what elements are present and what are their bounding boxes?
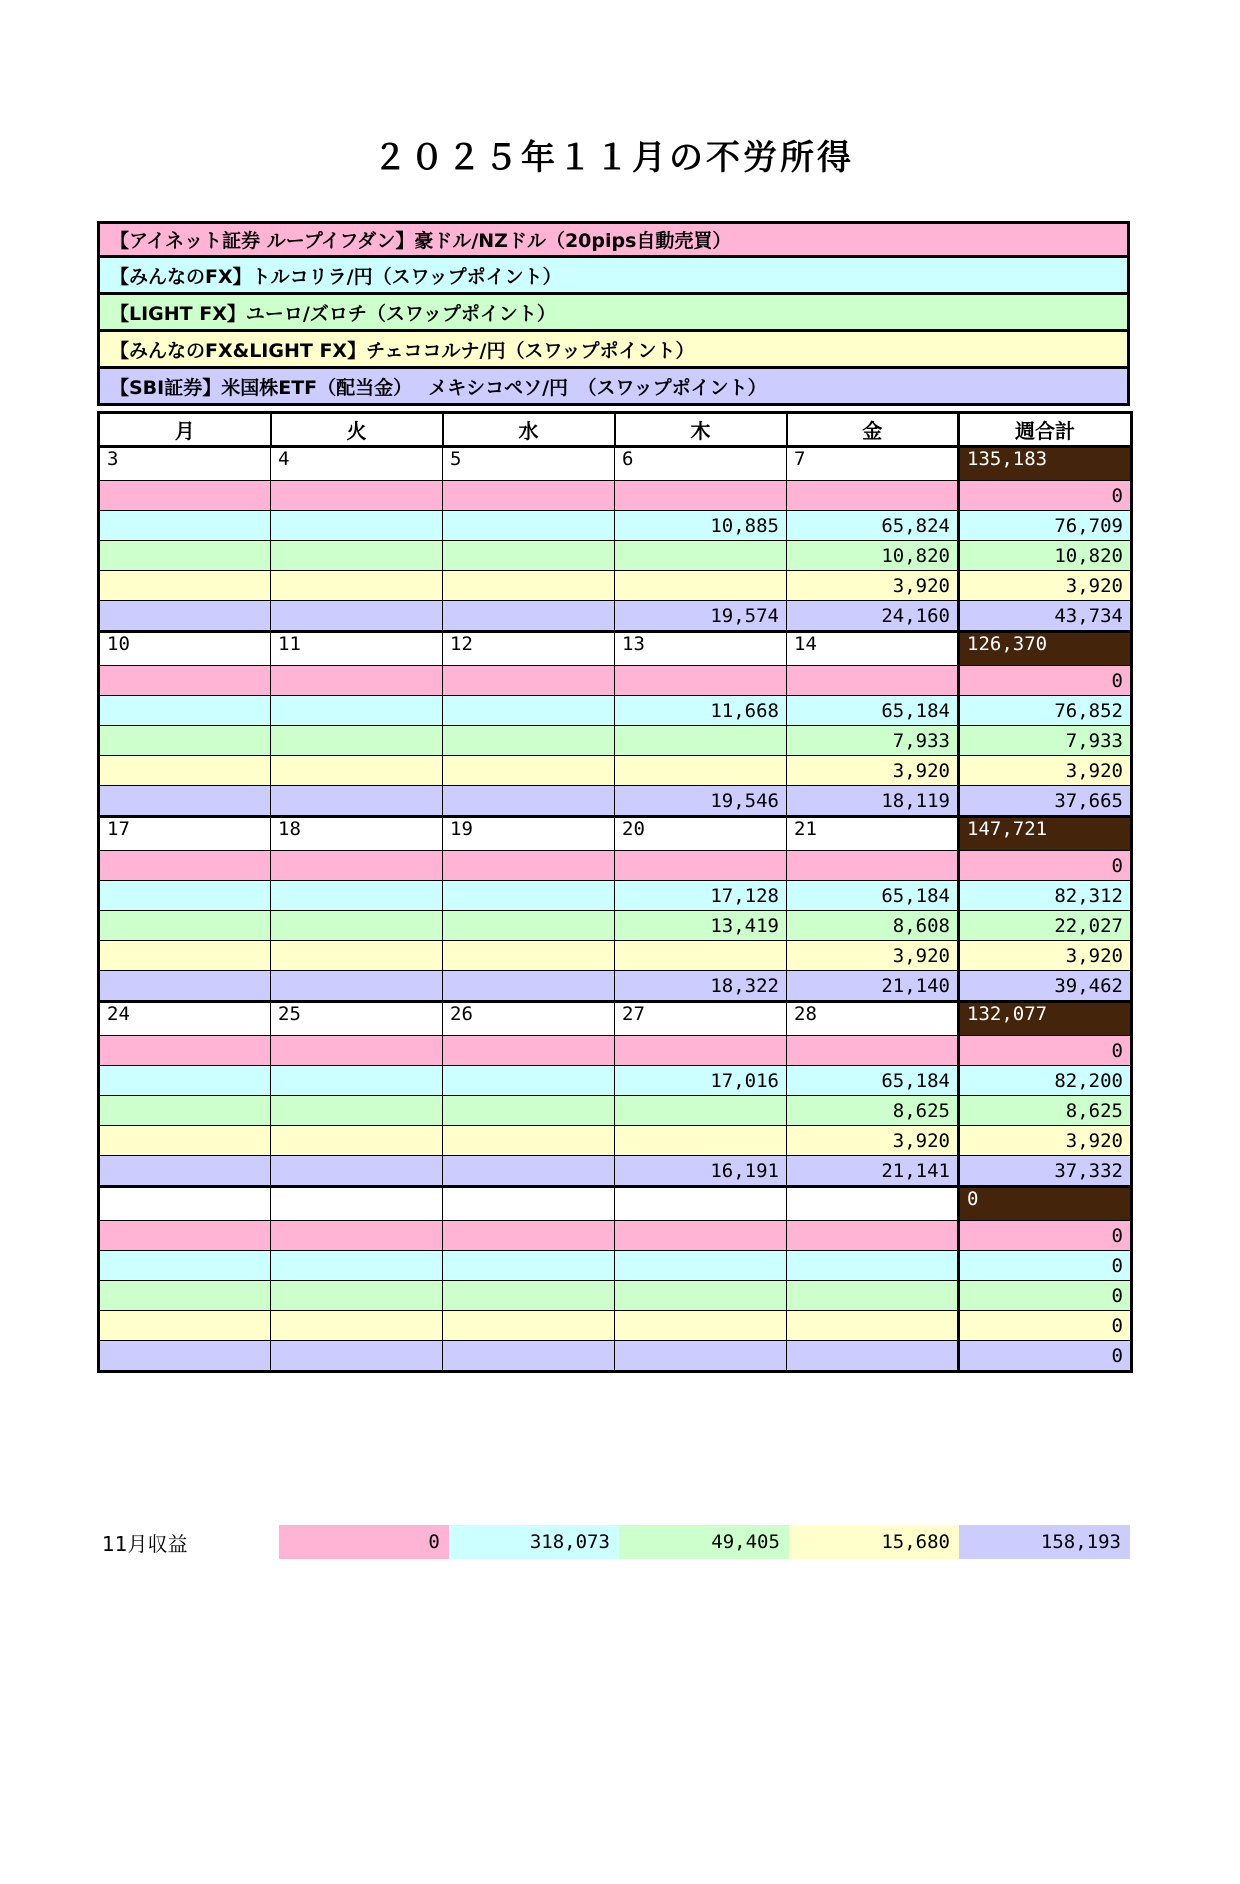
value-cell (443, 756, 615, 786)
value-cell: 19,574 (615, 601, 787, 632)
value-cell (615, 851, 787, 881)
value-cell (99, 481, 271, 511)
series-row-fx-czk-jpy (99, 756, 1132, 786)
value-cell: 18,322 (615, 971, 787, 1002)
row-total-cell: 8,625 (959, 1096, 1132, 1126)
value-cell (99, 911, 271, 941)
value-cell (615, 941, 787, 971)
day-cell: 19 (443, 817, 615, 851)
day-cell: 10 (99, 632, 271, 666)
series-row-fx-czk-jpy (99, 1126, 1132, 1156)
value-cell (443, 1221, 615, 1251)
value-cell (271, 1251, 443, 1281)
series-row-ainet-loop-ifudan (99, 1221, 1132, 1251)
series-row-light-fx-eur-pln (99, 911, 1132, 941)
week-total-cell: 0 (959, 1187, 1132, 1221)
value-cell (271, 756, 443, 786)
value-cell: 3,920 (787, 941, 959, 971)
legend-label: 【アイネット証券 ループイフダン】豪ドル/NZドル（20pips自動売買） (110, 230, 732, 252)
day-cell: 17 (99, 817, 271, 851)
value-cell: 16,191 (615, 1156, 787, 1187)
value-cell (443, 571, 615, 601)
value-cell (271, 1126, 443, 1156)
day-cell: 28 (787, 1002, 959, 1036)
value-cell: 10,820 (787, 541, 959, 571)
legend-row-ainet-loop-ifudan (97, 221, 1130, 258)
row-total-cell: 0 (959, 1251, 1132, 1281)
series-row-ainet-loop-ifudan (99, 666, 1132, 696)
row-total-cell: 22,027 (959, 911, 1132, 941)
series-row-ainet-loop-ifudan (99, 1036, 1132, 1066)
row-total-cell: 76,709 (959, 511, 1132, 541)
page-title: ２０２５年１１月の不労所得 (373, 138, 854, 178)
value-cell (443, 851, 615, 881)
day-cell: 14 (787, 632, 959, 666)
value-cell (271, 941, 443, 971)
row-total-cell: 10,820 (959, 541, 1132, 571)
value-cell (99, 1156, 271, 1187)
series-row-light-fx-eur-pln (99, 541, 1132, 571)
value-cell (99, 851, 271, 881)
week-1-day-row (99, 447, 1132, 481)
series-row-ainet-loop-ifudan (99, 851, 1132, 881)
value-cell (271, 601, 443, 632)
week-total-cell: 135,183 (959, 447, 1132, 481)
value-cell: 21,141 (787, 1156, 959, 1187)
value-cell (787, 851, 959, 881)
row-total-cell: 0 (959, 1341, 1132, 1372)
legend-label: 【SBI証券】米国株ETF（配当金） メキシコペソ/円 （スワップポイント） (110, 376, 767, 399)
value-cell (615, 571, 787, 601)
series-row-light-fx-eur-pln (99, 1281, 1132, 1311)
value-cell (99, 571, 271, 601)
day-header: 金 (787, 413, 959, 447)
value-cell (271, 1066, 443, 1096)
value-cell: 21,140 (787, 971, 959, 1002)
week-total-cell: 132,077 (959, 1002, 1132, 1036)
value-cell (787, 1341, 959, 1372)
value-cell: 65,184 (787, 1066, 959, 1096)
value-cell (271, 481, 443, 511)
value-cell (615, 1096, 787, 1126)
value-cell (99, 696, 271, 726)
value-cell (99, 1096, 271, 1126)
day-header: 水 (443, 413, 615, 447)
value-cell (99, 726, 271, 756)
value-cell: 24,160 (787, 601, 959, 632)
value-cell (443, 1066, 615, 1096)
value-cell (787, 666, 959, 696)
income-calendar-table (97, 411, 1133, 1373)
value-cell (271, 881, 443, 911)
day-cell: 21 (787, 817, 959, 851)
row-total-cell: 0 (959, 1311, 1132, 1341)
value-cell (271, 1096, 443, 1126)
series-row-sbi-etf-mxn-jpy (99, 601, 1132, 632)
day-cell: 4 (271, 447, 443, 481)
value-cell (271, 786, 443, 817)
series-row-sbi-etf-mxn-jpy (99, 1156, 1132, 1187)
value-cell (271, 511, 443, 541)
summary-cell-purple: 158,193 (959, 1525, 1130, 1559)
value-cell (443, 941, 615, 971)
value-cell (787, 1311, 959, 1341)
value-cell (99, 1126, 271, 1156)
value-cell (271, 571, 443, 601)
series-row-minna-fx-try-jpy (99, 1251, 1132, 1281)
value-cell (615, 1281, 787, 1311)
day-cell: 5 (443, 447, 615, 481)
day-cell: 11 (271, 632, 443, 666)
value-cell (443, 1036, 615, 1066)
row-total-cell: 0 (959, 666, 1132, 696)
value-cell (99, 971, 271, 1002)
report-body (97, 221, 1130, 1559)
value-cell (99, 756, 271, 786)
day-cell: 13 (615, 632, 787, 666)
value-cell (443, 1096, 615, 1126)
series-row-light-fx-eur-pln (99, 726, 1132, 756)
value-cell (443, 1126, 615, 1156)
value-cell (99, 511, 271, 541)
value-cell (787, 481, 959, 511)
summary-cell-yellow: 15,680 (789, 1525, 959, 1559)
value-cell (271, 696, 443, 726)
value-cell (443, 481, 615, 511)
week-2-day-row (99, 632, 1132, 666)
row-total-cell: 0 (959, 851, 1132, 881)
week-total-header: 週合計 (959, 413, 1132, 447)
value-cell (271, 1036, 443, 1066)
value-cell (99, 601, 271, 632)
value-cell (615, 1311, 787, 1341)
value-cell: 8,625 (787, 1096, 959, 1126)
value-cell (615, 541, 787, 571)
value-cell (271, 1221, 443, 1251)
value-cell (99, 1281, 271, 1311)
series-row-fx-czk-jpy (99, 941, 1132, 971)
value-cell (443, 696, 615, 726)
series-row-light-fx-eur-pln (99, 1096, 1132, 1126)
row-total-cell: 0 (959, 1221, 1132, 1251)
value-cell (443, 1156, 615, 1187)
value-cell (443, 1251, 615, 1281)
series-row-minna-fx-try-jpy (99, 881, 1132, 911)
value-cell (787, 1221, 959, 1251)
week-total-cell: 126,370 (959, 632, 1132, 666)
series-row-minna-fx-try-jpy (99, 511, 1132, 541)
row-total-cell: 82,200 (959, 1066, 1132, 1096)
day-cell: 27 (615, 1002, 787, 1036)
value-cell: 18,119 (787, 786, 959, 817)
value-cell (443, 911, 615, 941)
day-cell (443, 1187, 615, 1221)
legend-block (97, 221, 1130, 406)
value-cell (99, 941, 271, 971)
value-cell (443, 1281, 615, 1311)
value-cell (443, 1311, 615, 1341)
value-cell: 65,184 (787, 696, 959, 726)
row-total-cell: 3,920 (959, 941, 1132, 971)
value-cell (271, 1311, 443, 1341)
value-cell (271, 971, 443, 1002)
value-cell: 3,920 (787, 756, 959, 786)
value-cell (787, 1036, 959, 1066)
value-cell (443, 541, 615, 571)
series-row-ainet-loop-ifudan (99, 481, 1132, 511)
value-cell (443, 971, 615, 1002)
value-cell (271, 1156, 443, 1187)
row-total-cell: 3,920 (959, 1126, 1132, 1156)
day-cell: 20 (615, 817, 787, 851)
row-total-cell: 39,462 (959, 971, 1132, 1002)
value-cell (443, 666, 615, 696)
week-5-day-row (99, 1187, 1132, 1221)
value-cell (615, 481, 787, 511)
legend-row-light-fx-eur-pln (97, 295, 1130, 332)
value-cell: 13,419 (615, 911, 787, 941)
value-cell (443, 511, 615, 541)
legend-label: 【みんなのFX】トルコリラ/円（スワップポイント） (110, 265, 562, 288)
day-header: 木 (615, 413, 787, 447)
value-cell (615, 756, 787, 786)
day-cell (271, 1187, 443, 1221)
value-cell (271, 1281, 443, 1311)
value-cell (99, 1066, 271, 1096)
day-header: 火 (271, 413, 443, 447)
series-row-minna-fx-try-jpy (99, 1066, 1132, 1096)
series-row-sbi-etf-mxn-jpy (99, 786, 1132, 817)
legend-row-sbi-etf-mxn-jpy (97, 369, 1130, 406)
day-cell (787, 1187, 959, 1221)
row-total-cell: 82,312 (959, 881, 1132, 911)
value-cell (615, 1251, 787, 1281)
value-cell (99, 881, 271, 911)
value-cell (271, 1341, 443, 1372)
row-total-cell: 0 (959, 1036, 1132, 1066)
summary-cell-cyan: 318,073 (449, 1525, 619, 1559)
week-3-day-row (99, 817, 1132, 851)
row-total-cell: 0 (959, 481, 1132, 511)
value-cell: 3,920 (787, 1126, 959, 1156)
value-cell: 17,016 (615, 1066, 787, 1096)
value-cell (271, 851, 443, 881)
value-cell: 11,668 (615, 696, 787, 726)
summary-cell-green: 49,405 (619, 1525, 789, 1559)
value-cell: 7,933 (787, 726, 959, 756)
value-cell (271, 541, 443, 571)
day-cell: 12 (443, 632, 615, 666)
value-cell (271, 726, 443, 756)
series-row-sbi-etf-mxn-jpy (99, 1341, 1132, 1372)
row-total-cell: 43,734 (959, 601, 1132, 632)
value-cell (99, 1251, 271, 1281)
day-cell: 7 (787, 447, 959, 481)
summary-cell-pink: 0 (279, 1525, 449, 1559)
value-cell (99, 1221, 271, 1251)
value-cell: 65,824 (787, 511, 959, 541)
value-cell (443, 601, 615, 632)
day-cell (99, 1187, 271, 1221)
row-total-cell: 76,852 (959, 696, 1132, 726)
day-cell: 24 (99, 1002, 271, 1036)
value-cell: 3,920 (787, 571, 959, 601)
day-cell (615, 1187, 787, 1221)
value-cell: 8,608 (787, 911, 959, 941)
value-cell (443, 726, 615, 756)
day-cell: 25 (271, 1002, 443, 1036)
value-cell (615, 666, 787, 696)
row-total-cell: 37,332 (959, 1156, 1132, 1187)
value-cell (615, 1126, 787, 1156)
series-row-fx-czk-jpy (99, 571, 1132, 601)
summary-label: 11月収益 (102, 1531, 188, 1556)
row-total-cell: 7,933 (959, 726, 1132, 756)
value-cell: 10,885 (615, 511, 787, 541)
value-cell (443, 786, 615, 817)
day-cell: 26 (443, 1002, 615, 1036)
day-cell: 6 (615, 447, 787, 481)
series-row-fx-czk-jpy (99, 1311, 1132, 1341)
row-total-cell: 0 (959, 1281, 1132, 1311)
value-cell: 19,546 (615, 786, 787, 817)
row-total-cell: 37,665 (959, 786, 1132, 817)
value-cell: 17,128 (615, 881, 787, 911)
value-cell (787, 1281, 959, 1311)
value-cell: 65,184 (787, 881, 959, 911)
value-cell (99, 1311, 271, 1341)
monthly-summary (97, 1525, 1130, 1559)
legend-row-minna-fx-try-jpy (97, 258, 1130, 295)
value-cell (615, 1036, 787, 1066)
value-cell (787, 1251, 959, 1281)
series-row-sbi-etf-mxn-jpy (99, 971, 1132, 1002)
row-total-cell: 3,920 (959, 756, 1132, 786)
legend-label: 【LIGHT FX】ユーロ/ズロチ（スワップポイント） (110, 302, 556, 325)
value-cell (99, 1036, 271, 1066)
value-cell (615, 726, 787, 756)
row-total-cell: 3,920 (959, 571, 1132, 601)
week-4-day-row (99, 1002, 1132, 1036)
value-cell (99, 666, 271, 696)
day-cell: 18 (271, 817, 443, 851)
value-cell (615, 1221, 787, 1251)
value-cell (99, 1341, 271, 1372)
day-cell: 3 (99, 447, 271, 481)
value-cell (99, 541, 271, 571)
value-cell (271, 666, 443, 696)
value-cell (99, 786, 271, 817)
day-header: 月 (99, 413, 271, 447)
week-total-cell: 147,721 (959, 817, 1132, 851)
legend-row-fx-czk-jpy (97, 332, 1130, 369)
value-cell (443, 881, 615, 911)
calendar-header-row (99, 413, 1132, 447)
value-cell (443, 1341, 615, 1372)
legend-label: 【みんなのFX&LIGHT FX】チェココルナ/円（スワップポイント） (110, 339, 695, 362)
value-cell (271, 911, 443, 941)
value-cell (615, 1341, 787, 1372)
series-row-minna-fx-try-jpy (99, 696, 1132, 726)
